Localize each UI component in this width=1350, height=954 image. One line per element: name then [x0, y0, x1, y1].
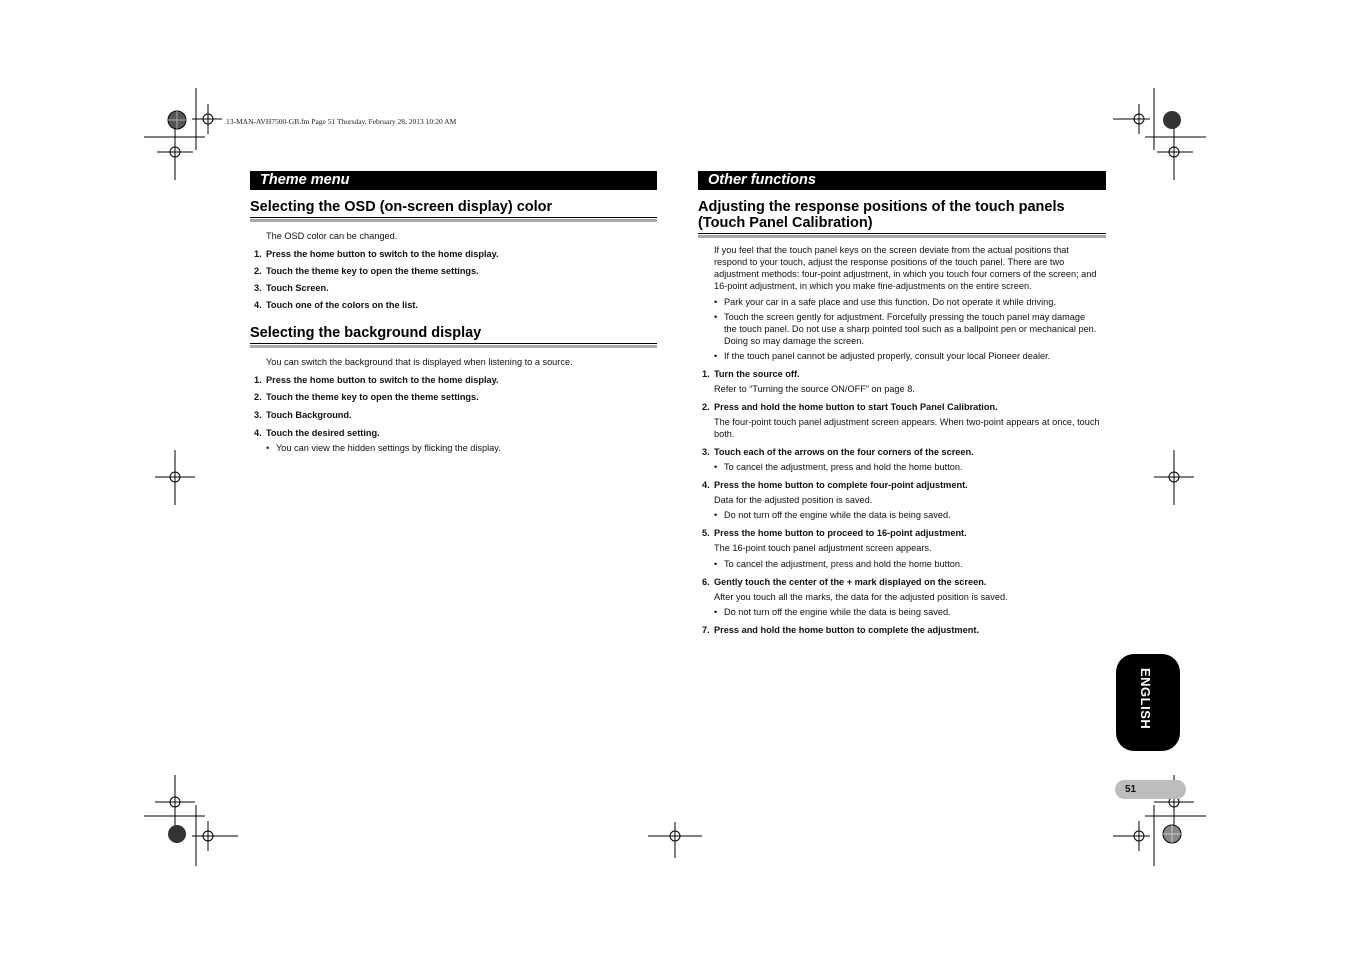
heading-line: Adjusting the response positions of the touch panels	[698, 199, 1065, 215]
file-info-line: 13-MAN-AVH7500-GB.fm Page 51 Thursday, February 28, 2013 10:20 AM	[226, 117, 457, 126]
crosshair-icon	[144, 775, 238, 866]
background-step: 4. Touch the desired setting.	[254, 428, 380, 438]
bullet-note: • Do not turn off the engine while the data is being saved.	[714, 510, 951, 520]
step-note: The four-point touch panel adjustment screen appears. When two-point appears at once, touch both.	[714, 417, 1100, 439]
osd-intro: The OSD color can be changed.	[266, 231, 398, 241]
registration-disc-icon	[168, 825, 186, 843]
osd-step: 2. Touch the theme key to open the theme settings.	[254, 266, 479, 276]
heading-rule	[250, 343, 657, 348]
calibration-step: 2. Press and hold the home button to start Touch Panel Calibration.	[702, 402, 998, 412]
page-number-badge	[1115, 780, 1186, 799]
background-step: 3. Touch Background.	[254, 410, 352, 420]
registration-disc-icon	[1163, 825, 1181, 843]
registration-disc-icon	[1163, 111, 1181, 129]
step-note: Refer to “Turning the source ON/OFF” on page 8.	[714, 384, 915, 394]
osd-step: 1. Press the home button to switch to the home display.	[254, 249, 499, 259]
calibration-step: 5. Press the home button to proceed to 16-point adjustment.	[702, 528, 967, 538]
bullet-note: • To cancel the adjustment, press and hold the home button.	[714, 559, 963, 569]
right-column	[698, 171, 1106, 636]
page-number: 51	[1125, 784, 1137, 795]
heading-rule	[250, 217, 657, 222]
calibration-step: 1. Turn the source off.	[702, 369, 800, 379]
bullet-note: • Do not turn off the engine while the data is being saved.	[714, 607, 951, 617]
crosshair-icon	[648, 822, 702, 858]
calibration-step: 3. Touch each of the arrows on the four corners of the screen.	[702, 447, 974, 457]
osd-step: 4. Touch one of the colors on the list.	[254, 300, 418, 310]
bullet-note: • Park your car in a safe place and use this function. Do not operate it while driving.	[714, 297, 1056, 307]
section-title-other-functions: Other functions	[698, 171, 1106, 190]
heading-rule	[698, 233, 1106, 238]
calibration-step: 6. Gently touch the center of the + mark displayed on the screen.	[702, 577, 987, 587]
bullet-note: • You can view the hidden settings by flicking the display.	[266, 443, 501, 453]
left-column	[250, 171, 657, 454]
heading-osd-color: Selecting the OSD (on-screen display) color	[250, 199, 553, 215]
step-note: Data for the adjusted position is saved.	[714, 495, 873, 505]
step-note: After you touch all the marks, the data for the adjusted position is saved.	[714, 592, 1008, 602]
background-step: 2. Touch the theme key to open the theme settings.	[254, 392, 479, 402]
bullet-note: • To cancel the adjustment, press and hold the home button.	[714, 462, 963, 472]
section-title-theme-menu: Theme menu	[250, 171, 657, 190]
registration-disc-icon	[168, 111, 186, 129]
calibration-step: 4. Press the home button to complete four-point adjustment.	[702, 480, 968, 490]
heading-background-display: Selecting the background display	[250, 325, 482, 341]
calibration-intro: If you feel that the touch panel keys on the screen deviate from the actual positions that respond to your touch, adjust the response positions of the touch panel. There are two adjustment methods: four-point adjustment, in which you touch four corners of the screen; and 16-point adjustment, in which you make fine-adjustments on the entire screen.	[714, 245, 1097, 291]
heading-line: (Touch Panel Calibration)	[698, 215, 873, 231]
bullet-note: • Touch the screen gently for adjustment. Forcefully pressing the touch panel may damage the touch panel. Do not use a sharp pointed tool such as a ballpoint pen or mechanical pen. Doing so may damage the screen.	[714, 312, 1097, 346]
osd-step: 3. Touch Screen.	[254, 283, 329, 293]
background-intro: You can switch the background that is displayed when listening to a source.	[266, 357, 573, 367]
bullet-note: • If the touch panel cannot be adjusted properly, consult your local Pioneer dealer.	[714, 351, 1051, 361]
background-step: 1. Press the home button to switch to the home display.	[254, 375, 499, 385]
heading-touch-calibration	[698, 199, 1106, 231]
crosshair-icon	[144, 88, 222, 180]
calibration-step: 7. Press and hold the home button to complete the adjustment.	[702, 625, 979, 635]
language-tab: ENGLISH	[1116, 654, 1180, 751]
crosshair-icon	[1113, 88, 1206, 180]
step-note: The 16-point touch panel adjustment screen appears.	[714, 543, 932, 553]
